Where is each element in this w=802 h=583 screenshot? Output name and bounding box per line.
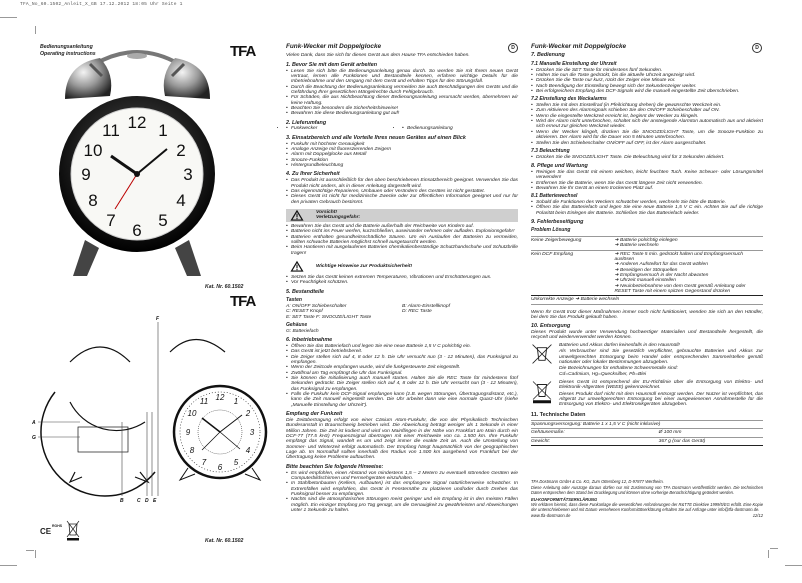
label-d: D — [145, 498, 149, 504]
label-c: C — [137, 498, 141, 504]
list-item: • Drücken Sie die SET Taste für mindestens fünf Sekunden. — [531, 68, 763, 73]
svg-text:10: 10 — [187, 409, 197, 418]
solution-item: ➜ Batterie wechseln — [614, 243, 659, 249]
solution-item: ➜ Batterie polrichtig einlegen — [614, 237, 678, 243]
list-item: • Dieses Gerät ist nicht für medizinische Zwecke oder zur öffentlichen Information geeignet und nur für den privaten Gebrauch bestimmt. — [286, 194, 518, 205]
solution-item: ➜ Empfangsversuch in der Nacht abwarten — [614, 272, 709, 278]
list-item: • Falls die Funkuhr kein DCF-Signal empfangen kann (z.B. wegen Störungen, Übertragungsdistanz, etc.), kann die Zeit manuell eingestellt werden. Die Uhr arbeitet dann wie eine normale Quarz-Uhr (siehe „Manuelle Einstellung der Uhrzeit“). — [286, 392, 518, 408]
footer-company: TFA Dostmann GmbH & Co. KG, Zum Ottersberg 12, D-97877 Wertheim. — [531, 478, 664, 484]
paragraph: Die Zeitübertragung erfolgt von einer Cäsium Atom-Funkuhr, die von der Physikalisch Technischen Bundesanstalt in Braunschweig betrieben wird. Die Abweichung beträgt weniger als 1 Sekunde in einer Million Jahren. Die Zeit ist kodiert und wird von Mainflingen in der Nähe von Frankfurt am Main durch ein DCF-77 (77.5 kHz) Frequenzsignal übertragen mit einer Reichweite von ca. 1.500 km. Ihre Funkuhr empfängt das Signal, wandelt es um und zeigt immer die exakte Zeit an. Auch die Umstellung von Sommer- und Winterzeit erfolgt automatisch. Der Empfang hängt hauptsächlich von der geographischen Lage ab. Im Normalfall sollten innerhalb des Radius von 1.500 km ausgehend von Frankfurt bei der Übertragung keine Probleme auftauchen. — [286, 417, 518, 461]
solution-cell — [615, 236, 763, 250]
language-badge-de: D — [508, 43, 518, 53]
weee-text: Dieses Gerät ist entsprechend der EU-Richtlinie über die Entsorgung von Elektro- und Elektronik-Altgeräten (WEEE) gekennzeichnet. — [559, 379, 763, 391]
list-item: D: REC Taste — [402, 309, 432, 315]
subsection-heading: 7.3 Beleuchtung — [531, 147, 570, 154]
list-item: • Hintergrundbeleuchtung — [286, 163, 518, 168]
section-heading: 8. Pflege und Wartung — [531, 163, 588, 170]
callout-lines — [38, 322, 158, 496]
label-b: B — [120, 498, 124, 504]
list-item: • Lesen Sie sich bitte die Bedienungsanleitung genau durch. So werden Sie mit Ihrem neuen Gerät vertraut, lernen alle Funktionen und Bestandteile kennen, erfahren wichtige Details für die Inbetriebnahme und den Umgang mit dem Gerät und erhalten Tipps für den Störungsfall. — [286, 69, 518, 85]
list-item: • Öffnen Sie das Batteriefach und legen Sie eine neue Batterie 1,5 V C ein. Achten Sie auf die richtige Polarität beim Einlegen der Batterie. Schließen Sie das Batteriefach wieder. — [531, 205, 763, 216]
table-row — [531, 429, 763, 437]
list-item: • Wenn der Wecker klingelt, drücken Sie die SNOOZE/LIGHT Taste, um die Snooze-Funktion zu aktivieren. Der Alarm wird für die Dauer von 5 Minuten unterbrochen. — [531, 130, 763, 141]
label-e: E — [153, 498, 157, 504]
list-item: • Analoge Anzeige mit fluoreszierenden Zeigern — [286, 147, 518, 152]
list-item: • Nachts sind die atmosphärischen Störungen meist geringer und ein Empfang ist in den meisten Fällen möglich. Ein einziger Empfang pro Tag genügt, um die Genauigkeit zu gewährleisten und Abweichungen unter 1 Sekunde zu halten. — [286, 497, 518, 513]
crop-mark — [0, 565, 17, 566]
list-item: • Sobald die Funktionen des Weckers schwächer werden, wechseln Sie bitte die Batterie. — [531, 200, 763, 205]
warning-box — [286, 260, 518, 273]
svg-text:3: 3 — [249, 428, 255, 437]
section-heading: 11. Technische Daten — [531, 411, 586, 418]
svg-text:8: 8 — [189, 446, 195, 455]
battery-text: Batterien und Akkus dürfen keinesfalls in den Hausmüll! — [559, 342, 680, 348]
svg-text:12: 12 — [215, 393, 225, 402]
two-column-list — [286, 304, 518, 315]
list-item: B: Alarm-Einstellknopf — [402, 303, 450, 309]
list-item: • Zum Aktivieren des Alarmsignals schieben Sie den ON/OFF Schiebeschalter auf ON. — [531, 108, 763, 113]
section-heading: 10. Entsorgung — [531, 323, 571, 330]
list-item: • Drücken Sie die Taste nur kurz, rückt der Zeiger eine Minute vor. — [531, 78, 763, 83]
after-table-text: Wenn Ihr Gerät trotz dieser Maßnahmen immer noch nicht funktioniert, wenden Sie sich an den Händler, bei dem Sie das Produkt gekauft haben. — [531, 309, 763, 320]
technical-data-table — [531, 420, 763, 446]
warning-box — [286, 209, 518, 222]
list-item: • Öffnen Sie das Batteriefach und legen Sie eine neue Batterie 1,5 V C polrichtig ein. — [286, 344, 518, 349]
subsection-heading: Problem Lösung — [531, 227, 571, 234]
list-item: • Bewahren Sie Ihr Gerät an einem trockenen Platz auf. — [531, 186, 763, 191]
crop-mark — [770, 548, 778, 549]
warning-text: Verletzungsgefahr: — [316, 215, 361, 221]
bullet-list — [286, 69, 518, 117]
crossed-bin-icon — [531, 343, 553, 365]
print-header: TFA_No_60.1502_Anleit_X_GB 17.12.2012 18:05 Uhr Seite 1 — [20, 2, 183, 7]
paragraph: E: SET Taste F: SNOOZE/LIGHT Taste — [286, 314, 372, 320]
weee-bin-icon — [66, 520, 80, 542]
list-item: • Zwölfmal am Tag empfängt die Uhr das Funksignal. — [286, 371, 518, 376]
section-heading: 4. Zu Ihrer Sicherheit — [286, 171, 340, 178]
footer-notice: Diese Anleitung oder Auszüge daraus dürfen nur mit Zustimmung von TFA Dostmann veröffentlicht werden. Die technischen Daten entsprechen dem Stand bei Drucklegung und können ohne vorherige Benachrichtigung geändert werden. — [531, 484, 763, 495]
list-item: • Stellen Sie den Schiebeschalter ON/OFF auf OFF, ist der Alarm ausgeschaltet. — [531, 141, 763, 146]
bullet-list — [531, 68, 763, 95]
crop-mark — [35, 26, 36, 34]
list-item: • • Bedienungsanleitung — [402, 126, 518, 131]
svg-text:10: 10 — [83, 141, 103, 160]
list-item: • Halten Sie nun die Taste gedrückt, bis die aktuelle Uhrzeit angezeigt wird. — [531, 73, 763, 78]
spec-value: 367 g (nur das Gerät) — [658, 438, 706, 444]
paragraph: G: Batteriefach — [286, 328, 319, 334]
bullet-list — [531, 200, 763, 216]
language-badge-de: D — [752, 43, 762, 53]
list-item: • Setzen Sie das Gerät keinen extremen Temperaturen, Vibrationen und Erschütterungen aus. — [286, 275, 518, 280]
list-item: • • Funkwecker — [286, 126, 402, 131]
table-row — [531, 437, 763, 445]
weee-bin-icon — [531, 380, 553, 404]
catalog-number: Kat. Nr. 60.1502 — [205, 284, 244, 290]
list-item: • Durch die Beachtung der Bedienungsanleitung vermeiden Sie auch Beschädigungen des Geräts und die Gefährdung Ihrer gesetzlichen Mängelrechte durch Fehlgebrauch. — [286, 85, 518, 96]
solution-item: ➜ Beseitigen der Störquellen — [614, 267, 678, 273]
list-item: • Bewahren Sie das Gerät und die Batterie außerhalb der Reichweite von Kindern auf. — [286, 224, 518, 229]
page-title: Funk-Wecker mit Doppelglocke — [531, 43, 627, 50]
list-item: • Es wird empfohlen, einen Abstand von mindestens 1,5 – 2 Metern zu eventuell störenden Geräten wie Computerbildschirmen und Fernsehgeräten einzuhalten. — [286, 471, 518, 482]
table-row — [531, 250, 763, 296]
svg-text:9: 9 — [185, 428, 191, 437]
list-item: • Funkuhr mit höchster Genauigkeit — [286, 142, 518, 147]
spec-label: Gehäusemaße: — [531, 430, 565, 436]
rohs-mark: ROHS — [52, 524, 63, 528]
paragraph: Vielen Dank, dass Sie sich für dieses Gerät aus dem Hause TFA entschieden haben. — [286, 53, 470, 59]
battery-disposal — [531, 343, 763, 378]
front-view-drawing — [170, 340, 266, 481]
spec-label: Spannungsversorgung: Batterie 1 x 1,5 V C (nicht inklusive) — [531, 421, 661, 427]
tfa-logo: TFA — [230, 293, 256, 310]
weee-text: Dieses Produkt darf nicht mit dem Hausmüll entsorgt werden. Der Nutzer ist verpflichtet, das Altgerät zur umweltgerechten Entsorgung bei einer ausgewiesenen Annahmestelle für die Entsorgung von Elektro- und Elektronikgeräten abzugeben. — [559, 391, 763, 408]
side-view-drawing — [41, 347, 155, 496]
list-item: • Das eigenmächtige Reparieren, Umbauen oder Verändern des Gerätes ist nicht gestattet. — [286, 189, 518, 194]
warning-triangle-icon — [290, 261, 304, 272]
subsection-heading: 8.1 Batteriewechsel — [531, 193, 578, 200]
svg-text:9: 9 — [81, 165, 91, 184]
crop-mark — [785, 565, 802, 566]
warning-text: Vorsicht! — [316, 210, 338, 216]
bullet-list — [286, 178, 518, 205]
list-item: • Stellen Sie mit dem Einstellrad (in Pfeilrichtung drehen) die gewünschte Weckzeit ein. — [531, 103, 763, 108]
alarm-clock-photo — [55, 44, 220, 284]
bullet-list — [531, 170, 763, 191]
list-item: • Vor Feuchtigkeit schützen. — [286, 280, 518, 285]
spec-label: Gewicht: — [531, 438, 551, 444]
disposal-intro: Dieses Produkt wurde unter Verwendung hochwertiger Materialien und Bestandteile hergestellt, die recycelt und wiederverwendet werden können. — [531, 330, 763, 341]
tfa-logo: TFA — [230, 43, 256, 60]
battery-text: Als Verbraucher sind Sie gesetzlich verpflichtet, gebrauchte Batterien und Akkus zur umweltgerechten Entsorgung beim Handel oder entsprechenden Sammelstellen gemäß nationaler oder lokaler Bestimmungen abzugeben. — [559, 349, 763, 365]
warning-text: Wichtige Hinweise zur Produktsicherheit! — [316, 263, 413, 269]
section-heading: 5. Bestandteile — [286, 288, 325, 295]
solution-cell — [615, 250, 763, 296]
section-heading: 3. Einsatzbereich und alle Vorteile Ihres neuen Gerätes auf einen Blick — [286, 134, 466, 141]
list-item: • Beim Hantieren mit ausgelaufenen Batterien chemikalienbeständige Schutzhandschuhe und Schutzbrille tragen! — [286, 245, 518, 256]
svg-text:2: 2 — [176, 141, 186, 160]
bullet-list — [286, 471, 518, 514]
bullet-list — [286, 275, 518, 286]
list-item: • Snooze-Funktion — [286, 158, 518, 163]
problem-cell: Keine Zeigerbewegung — [531, 237, 582, 243]
label-f: F — [156, 316, 160, 322]
svg-text:1: 1 — [233, 397, 239, 406]
svg-text:8: 8 — [88, 191, 98, 210]
list-item: • Das Gerät ist jetzt betriebsbereit. — [286, 349, 518, 354]
footer-eu-heading: EU-KONFORMITÄTSERKLÄRUNG — [531, 496, 598, 502]
section-heading: 1. Bevor Sie mit dem Gerät arbeiten — [286, 61, 378, 68]
footer-website[interactable]: www.tfa-dostmann.de — [531, 512, 571, 518]
svg-text:5: 5 — [158, 211, 168, 230]
crop-mark — [768, 550, 769, 558]
bullet-list — [286, 224, 518, 256]
spec-value: Ø 100 mm — [658, 430, 682, 436]
svg-text:3: 3 — [183, 165, 193, 184]
list-item: • Entfernen Sie die Batterie, wenn Sie das Gerät längere Zeit nicht verwenden. — [531, 181, 763, 186]
svg-text:4: 4 — [176, 191, 186, 210]
list-item: • Alarm mit Doppelglocke aus Metall — [286, 152, 518, 157]
svg-text:6: 6 — [217, 463, 223, 472]
label-a: A — [32, 420, 36, 426]
two-column-list — [286, 126, 518, 131]
list-item: • Sie können die Initialisierung auch manuell starten. Halten Sie die REC Taste für mindestens fünf Sekunden gedrückt. Die Zeiger stellen sich auf 4, 8 oder 12 h. Die Uhr versucht nun (3 - 12 Minuten), das Funksignal zu empfangen. — [286, 376, 518, 392]
svg-text:11: 11 — [199, 397, 209, 406]
cover-title-en: Operating instructions — [40, 50, 96, 57]
table-row — [531, 296, 763, 304]
footer-code: 12/12 — [752, 512, 763, 518]
catalog-number: Kat. Nr. 60.1502 — [205, 538, 244, 544]
section-heading: 9. Fehlerbeseitigung — [531, 219, 584, 226]
right-column — [531, 44, 763, 518]
svg-text:6: 6 — [132, 221, 142, 240]
solution-item: ➜ Anderen Aufstellort für das Gerät wählen — [614, 262, 708, 268]
bullet-list — [531, 155, 763, 160]
problem-cell: Unkorrekte Anzeige ➜ Batterie wechseln — [531, 297, 620, 303]
cover-title-de: Bedienungsanleitung — [40, 44, 93, 50]
bullet-list — [531, 103, 763, 146]
list-item: • Batterien enthalten gesundheitsschädliche Säuren. Um ein Auslaufen der Batterien zu vermeiden, sollten schwache Batterien möglichst schnell ausgetauscht werden. — [286, 235, 518, 246]
bullet-list — [286, 142, 518, 169]
section-heading: 2. Lieferumfang — [286, 119, 327, 126]
list-item: • Wenn der Zeitcode empfangen wurde, wird die funkgesteuerte Zeit eingestellt. — [286, 365, 518, 370]
list-item: A: ON/OFF Schiebeschalter — [286, 303, 347, 309]
weee-disposal — [531, 380, 763, 409]
list-item: • Das Produkt ist ausschließlich für den oben beschriebenen Einsatzbereich geeignet. Verwenden Sie das Produkt nicht anders, als in dieser Anleitung dargestellt wird. — [286, 178, 518, 189]
problem-cell: Kein DCF Empfang — [531, 251, 574, 257]
crop-mark — [0, 17, 17, 18]
footer — [531, 479, 763, 518]
list-item: • Drücken Sie die SNOOZE/LIGHT Taste. Die Beleuchtung wird für 3 Sekunden aktiviert. — [531, 155, 763, 160]
clock-line-diagram — [30, 316, 260, 504]
svg-text:11: 11 — [102, 121, 120, 140]
section-heading: 7. Bedienung — [531, 52, 565, 59]
svg-text:12: 12 — [127, 113, 147, 132]
table-row — [531, 420, 763, 428]
svg-text:4: 4 — [245, 446, 251, 455]
battery-text: Die Bezeichnungen für enthaltene Schwermetalle sind: — [559, 366, 678, 372]
list-item: • In Stahlbetonbauten (Kellern, Aufbauten) ist das empfangene Signal natürlicherweise schwächer. In Extremfällen wird empfohlen, das Gerät in Fensternähe zu platzieren und/oder durch Drehen das Funksignal besser zu empfangen. — [286, 481, 518, 497]
list-item: • Wenn die eingestellte Weckzeit erreicht ist, beginnt der Wecker zu klingeln. — [531, 114, 763, 119]
subsection-heading: Gehäuse — [286, 321, 308, 328]
list-item: • Bei erfolgreichem Empfang des DCF-Signals wird die manuell eingestellte Zeit überschrieben. — [531, 89, 763, 94]
list-item: • Bewahren Sie diese Bedienungsanleitung gut auf! — [286, 111, 518, 116]
svg-text:7: 7 — [201, 458, 207, 467]
list-item: • Wird der Alarm nicht unterbrochen, schaltet sich der ansteigende Alarmton automatisch aus und aktiviert sich erneut zur gleichen Weckzeit wieder. — [531, 119, 763, 130]
ce-mark: CE — [40, 527, 52, 536]
subsection-heading: 7.2 Einstellung des Weckalarms — [531, 96, 607, 103]
list-item: • Für Schäden, die aus Nichtbeachtung dieser Bedienungsanleitung verursacht werden, übernehmen wir keine Haftung. — [286, 95, 518, 106]
svg-text:1: 1 — [158, 121, 168, 140]
svg-text:7: 7 — [106, 211, 116, 230]
middle-column — [286, 44, 518, 513]
subsection-heading: Tasten — [286, 297, 302, 304]
subsection-heading: 7.1 Manuelle Einstellung der Uhrzeit — [531, 60, 617, 67]
battery-text: Cd=Cadmium, Hg=Quecksilber, Pb=Blei — [559, 371, 647, 377]
solution-item: ➜ Neuinbetriebnahme von dem Gerät gemäß Anleitung oder RESET Taste mit einem spitzen Gegenstand drücken — [614, 283, 746, 294]
section-heading: 6. Inbetriebnahme — [286, 337, 333, 344]
section-heading: Empfang der Funkzeit — [286, 411, 343, 418]
footer-eu-text: Wir erklären hiermit, dass diese Funkanlage die wesentlichen Anforderungen der R&TTE Direktive 1999/5/EG erfüllt. Eine Kopie der unterschriebenen und mit Datum versehenen Konformitätserklärung erhalten Sie auf Anfrage unter info@tfa-dostmann.de. — [531, 501, 763, 512]
list-item: • Nach Beendigung der Einstellung bewegt sich der Sekundenzeiger weiter. — [531, 84, 763, 89]
list-item: • Die Zeiger stellen sich auf 4, 8 oder 12 h. Die Uhr versucht nun (3 - 12 Minuten), das Funksignal zu empfangen. — [286, 355, 518, 366]
crop-mark — [35, 550, 36, 558]
crop-mark — [26, 550, 34, 551]
list-item: • Beachten Sie besonders die Sicherheitshinweise! — [286, 106, 518, 111]
troubleshooting-table — [531, 236, 763, 305]
list-item: • Reinigen Sie das Gerät mit einem weichen, leicht feuchten Tuch. Keine Scheuer- oder Lösungsmittel verwenden! — [531, 170, 763, 181]
svg-text:5: 5 — [233, 458, 239, 467]
bullet-list — [286, 344, 518, 408]
table-row — [531, 236, 763, 250]
label-g: G — [32, 435, 36, 441]
solution-item: ➜ Uhrzeit manuell einstellen — [614, 278, 676, 284]
section-heading: Bitte beachten Sie folgende Hinweise: — [286, 463, 384, 470]
solution-item: ➜ REC Taste 5 min. gedrückt halten und Empfangsversuch auslösen — [614, 251, 743, 262]
svg-text:2: 2 — [245, 409, 251, 418]
list-item: C: RESET Knopf — [286, 309, 323, 315]
list-item: • Batterien nicht ins Feuer werfen, kurzschließen, auseinander nehmen oder aufladen. Explosionsgefahr! — [286, 229, 518, 234]
page-title: Funk-Wecker mit Doppelglocke — [286, 43, 382, 50]
warning-triangle-icon — [290, 210, 304, 221]
